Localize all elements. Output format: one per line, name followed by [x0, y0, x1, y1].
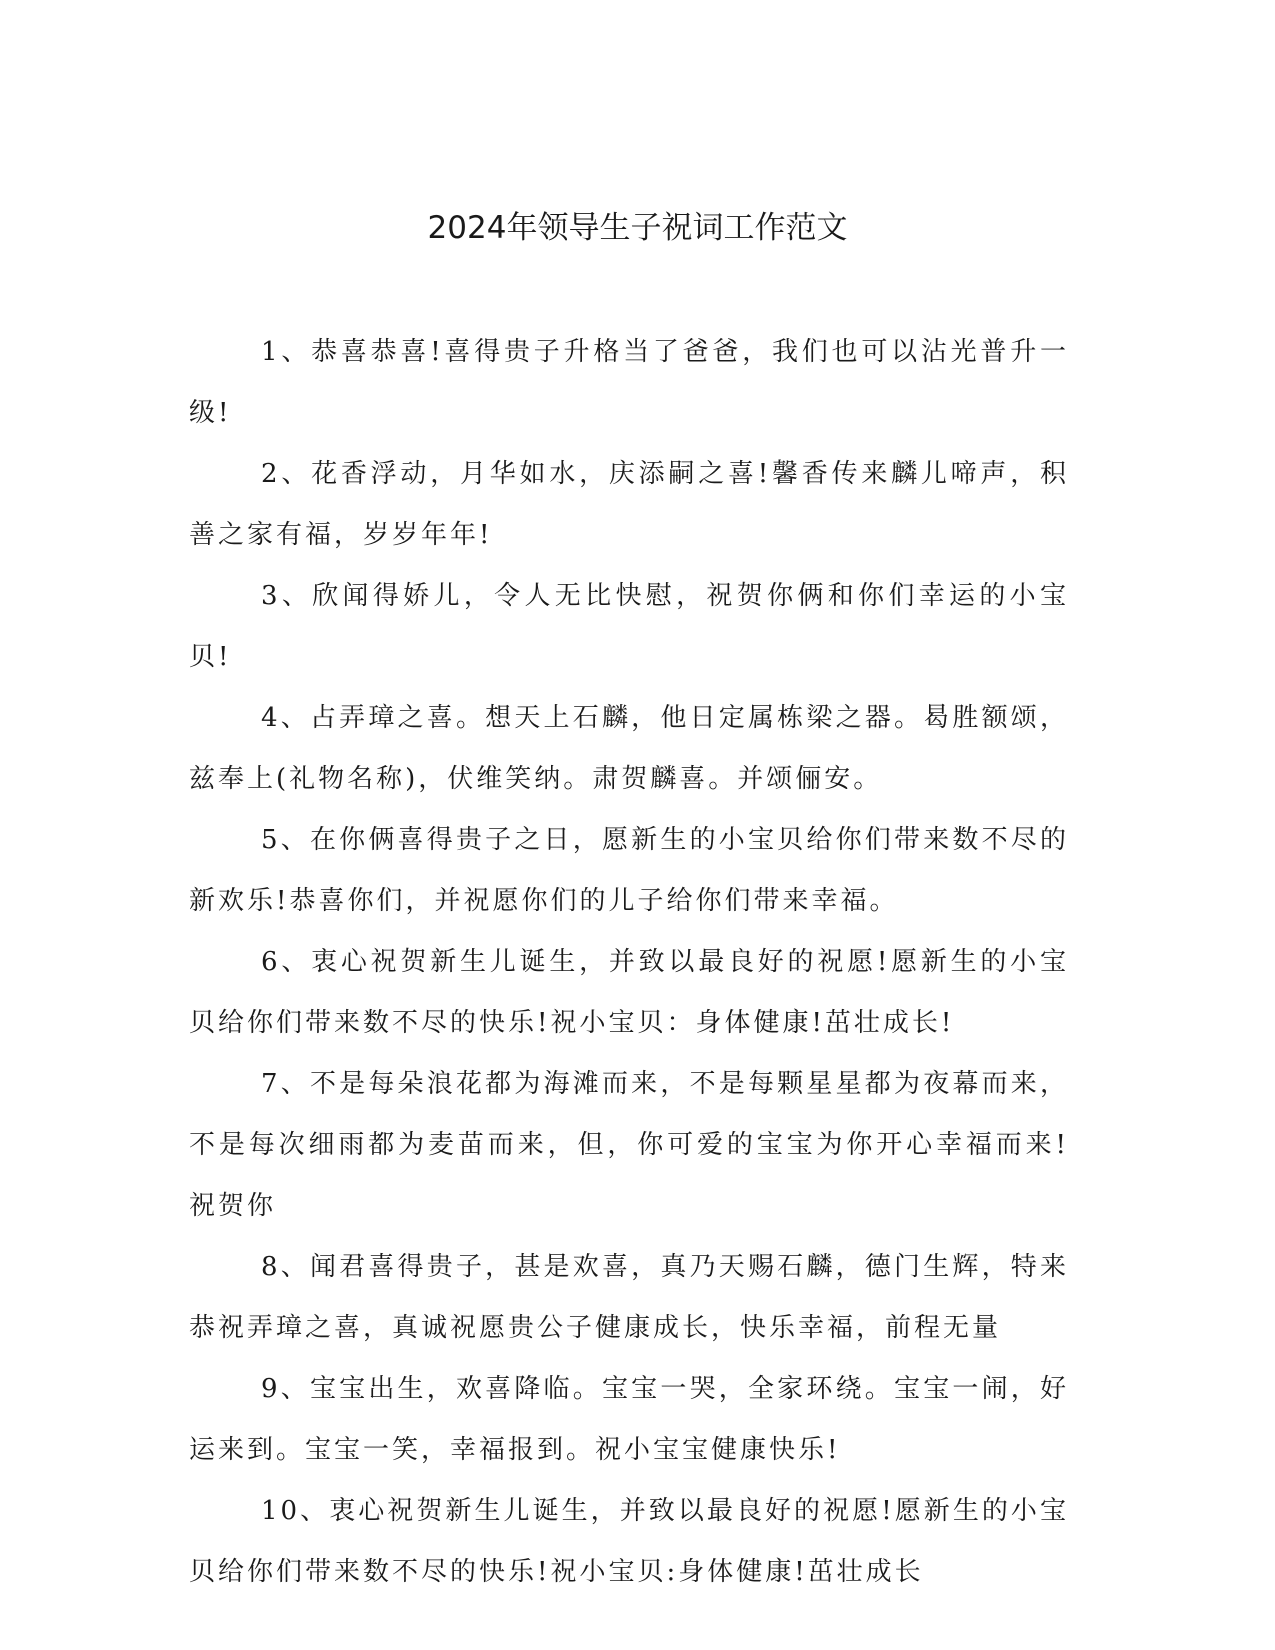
paragraph-10: 10、衷心祝贺新生儿诞生，并致以最良好的祝愿!愿新生的小宝贝给你们带来数不尽的快乐!祝小宝贝:身体健康!茁壮成长	[189, 1496, 1069, 1587]
paragraph-8: 8、闻君喜得贵子，甚是欢喜，真乃天赐石麟，德门生辉，特来恭祝弄璋之喜，真诚祝愿贵公子健康成长，快乐幸福，前程无量	[189, 1252, 1069, 1343]
paragraph-2: 2、花香浮动，月华如水，庆添嗣之喜!馨香传来麟儿啼声，积善之家有福，岁岁年年!	[189, 459, 1069, 550]
paragraph-9: 9、宝宝出生，欢喜降临。宝宝一哭，全家环绕。宝宝一闹，好运来到。宝宝一笑，幸福报到。祝小宝宝健康快乐!	[189, 1374, 1069, 1465]
paragraph-6: 6、衷心祝贺新生儿诞生，并致以最良好的祝愿!愿新生的小宝贝给你们带来数不尽的快乐!祝小宝贝：身体健康!茁壮成长!	[189, 947, 1069, 1038]
paragraph-7: 7、不是每朵浪花都为海滩而来，不是每颗星星都为夜幕而来，不是每次细雨都为麦苗而来，但，你可爱的宝宝为你开心幸福而来!祝贺你	[189, 1069, 1069, 1221]
document-body	[189, 322, 1069, 1603]
paragraph-4: 4、占弄璋之喜。想天上石麟，他日定属栋梁之器。曷胜额颂，兹奉上(礼物名称)，伏维笑纳。肃贺麟喜。并颂俪安。	[189, 703, 1069, 794]
document-title: 2024年领导生子祝词工作范文	[427, 210, 848, 246]
paragraph-5: 5、在你俩喜得贵子之日，愿新生的小宝贝给你们带来数不尽的新欢乐!恭喜你们，并祝愿你们的儿子给你们带来幸福。	[189, 825, 1069, 916]
paragraph-1: 1、恭喜恭喜!喜得贵子升格当了爸爸，我们也可以沾光普升一级!	[189, 337, 1069, 428]
paragraph-3: 3、欣闻得娇儿，令人无比快慰，祝贺你俩和你们幸运的小宝贝!	[189, 581, 1069, 672]
